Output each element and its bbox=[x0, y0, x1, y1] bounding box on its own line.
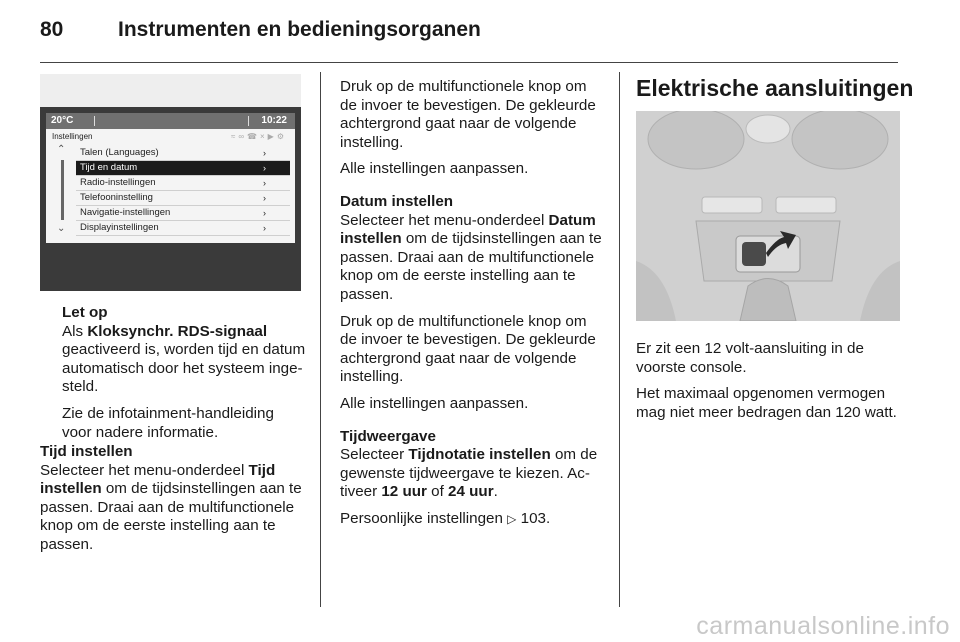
bluetooth-icon: ∞ bbox=[238, 132, 248, 141]
text: Als bbox=[62, 322, 88, 340]
display-paragraph bbox=[340, 446, 605, 502]
confirm-paragraph: Druk op de multifunctionele knop om de invoer te bevestigen. De gekleurde achtergrond gaat naar de volgende instelling. bbox=[340, 78, 596, 151]
text: of bbox=[426, 483, 449, 501]
wifi-icon: ≈ bbox=[230, 132, 239, 141]
time-paragraph bbox=[40, 462, 307, 555]
status-separator bbox=[248, 116, 249, 126]
note-paragraph bbox=[62, 323, 307, 397]
menu-item-label: Telefooninstelling bbox=[80, 192, 153, 203]
text: Selecteer bbox=[340, 446, 409, 464]
page-header bbox=[40, 18, 481, 42]
page-number: 80 bbox=[40, 18, 64, 41]
header-rule bbox=[40, 62, 898, 63]
settings-menu bbox=[76, 146, 290, 236]
menu-item-display bbox=[76, 221, 290, 236]
note-heading: Let op bbox=[62, 304, 108, 321]
text: om de gewenste tijdweergave te kiezen. Activeer bbox=[340, 446, 598, 501]
chevron-right-icon: › bbox=[263, 223, 266, 233]
outlet-location-paragraph: Er zit een 12 volt-aansluiting in de voorste console. bbox=[636, 340, 864, 376]
screen-menu-title: Instellingen bbox=[52, 132, 93, 141]
clock-readout: 10:22 bbox=[261, 115, 287, 126]
section-heading: Elektrische aansluitingen bbox=[636, 75, 914, 101]
scrollbar bbox=[61, 160, 64, 220]
date-heading: Datum instellen bbox=[340, 192, 454, 210]
menu-item-languages bbox=[76, 146, 290, 161]
menu-term: 12 uur bbox=[381, 483, 427, 501]
chevron-right-icon: › bbox=[263, 208, 266, 218]
time-section bbox=[40, 443, 307, 563]
text: Selecteer het menu-onderdeel bbox=[40, 461, 249, 479]
column-2 bbox=[340, 78, 605, 536]
chapter-title: Instrumenten en bedieningsorganen bbox=[118, 18, 481, 41]
settings-screen-figure bbox=[40, 74, 301, 289]
text: Persoonlijke instellingen bbox=[340, 509, 508, 527]
scroll-up-icon: ⌃ bbox=[57, 144, 66, 155]
speaker-icon: ▶ bbox=[267, 132, 277, 141]
chevron-right-icon: › bbox=[263, 163, 266, 173]
note-reference: Zie de infotainment-handleiding voor nadere informatie. bbox=[62, 404, 274, 441]
outlet-power-paragraph: Het maximaal opgenomen vermogen mag niet meer bedragen dan 120 watt. bbox=[636, 385, 897, 421]
chevron-right-icon: › bbox=[263, 193, 266, 203]
menu-item-phone bbox=[76, 191, 290, 206]
text: om de tijdsinstellingen aan te passen. Draai aan de multifunctionele knop om de eerste instelling aan te passen. bbox=[340, 230, 602, 303]
menu-term: Tijd instellen bbox=[40, 461, 276, 498]
console-illustration bbox=[636, 111, 900, 321]
temperature-readout: 20°C bbox=[51, 115, 74, 126]
power-outlet-figure bbox=[636, 111, 900, 321]
menu-term: Tijdnotatie instellen bbox=[408, 446, 551, 464]
menu-term: 24 uur bbox=[448, 483, 494, 501]
column-3-text bbox=[636, 340, 902, 430]
menu-item-label: Tijd en datum bbox=[80, 162, 138, 173]
menu-term: Datum instellen bbox=[340, 211, 596, 248]
text: om de tijdsinstellingen aan te passen. Draai aan de multifunctionele knop om de eerste instelling aan te passen. bbox=[40, 480, 302, 553]
menu-item-navigation bbox=[76, 206, 290, 221]
menu-item-radio bbox=[76, 176, 290, 191]
page-reference-icon: ▷ bbox=[507, 511, 517, 526]
display-screen bbox=[46, 113, 295, 243]
text: . bbox=[493, 483, 498, 501]
confirm-paragraph-2: Druk op de multifunctionele knop om de invoer te bevestigen. De gekleurde achtergrond gaat naar de volgende instelling. bbox=[340, 312, 596, 386]
adjust-paragraph-2: Alle instellingen aanpassen. bbox=[340, 394, 529, 412]
text: geactiveerd is, worden tijd en datum automatisch door het systeem ingesteld. bbox=[62, 341, 306, 396]
display-bezel bbox=[40, 107, 301, 291]
phone-icon: ☎ bbox=[247, 132, 260, 141]
status-bar bbox=[46, 113, 295, 129]
menu-item-label: Navigatie-instellingen bbox=[80, 207, 171, 218]
text: Selecteer het menu-onderdeel bbox=[340, 211, 549, 229]
status-icons bbox=[231, 132, 287, 141]
page-number-ref: 103. bbox=[516, 509, 551, 527]
mute-icon: × bbox=[260, 132, 268, 141]
socket-cap bbox=[742, 242, 766, 266]
date-paragraph bbox=[340, 212, 605, 305]
scroll-down-icon: ⌄ bbox=[57, 223, 66, 234]
status-separator bbox=[94, 116, 95, 126]
cross-reference[interactable] bbox=[340, 510, 605, 529]
adjust-paragraph: Alle instellingen aanpassen. bbox=[340, 160, 529, 178]
column-divider-1 bbox=[320, 72, 321, 607]
column-divider-2 bbox=[619, 72, 620, 607]
display-heading: Tijdweergave bbox=[340, 427, 436, 445]
time-heading: Tijd instellen bbox=[40, 443, 133, 460]
chevron-right-icon: › bbox=[263, 148, 266, 158]
menu-term: Kloksynchr. RDS-signaal bbox=[87, 322, 268, 340]
watermark: carmanualsonline.info bbox=[696, 612, 950, 640]
menu-item-label: Radio-instellingen bbox=[80, 177, 156, 188]
chevron-right-icon: › bbox=[263, 178, 266, 188]
note-block bbox=[62, 304, 307, 450]
menu-item-time-date bbox=[76, 161, 290, 176]
menu-item-label: Talen (Languages) bbox=[80, 147, 159, 158]
menu-item-label: Displayinstellingen bbox=[80, 222, 159, 233]
settings-icon: ⚙ bbox=[276, 132, 287, 141]
